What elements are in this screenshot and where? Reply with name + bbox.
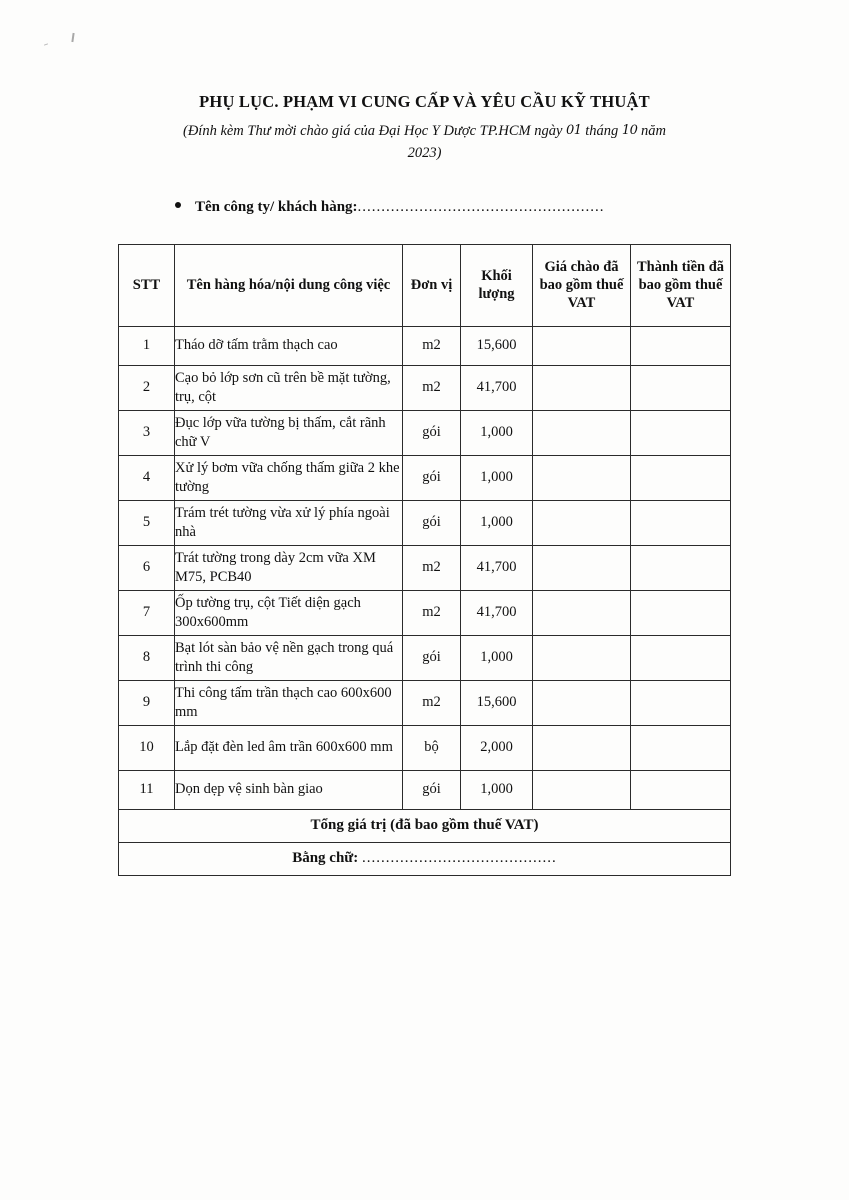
column-header-stt: STT [119, 244, 175, 326]
table-row [119, 500, 731, 545]
handwritten-month: 10 [621, 123, 638, 138]
cell-unit: gói [403, 500, 461, 545]
cell-price[interactable] [533, 326, 631, 365]
column-header-amount: Thành tiền đã bao gồm thuế VAT [631, 244, 731, 326]
table-row [119, 590, 731, 635]
cell-item-name: Đục lớp vữa tường bị thấm, cắt rãnh chữ V [175, 410, 403, 455]
column-header-price: Giá chào đã bao gồm thuế VAT [533, 244, 631, 326]
cell-item-name: Lắp đặt đèn led âm trần 600x600 mm [175, 725, 403, 770]
cell-price[interactable] [533, 410, 631, 455]
amount-in-words-cell[interactable] [119, 842, 731, 875]
cell-unit: m2 [403, 365, 461, 410]
cell-price[interactable] [533, 590, 631, 635]
cell-stt: 8 [119, 635, 175, 680]
table-row [119, 635, 731, 680]
cell-amount[interactable] [631, 635, 731, 680]
cell-stt: 5 [119, 500, 175, 545]
cell-stt: 7 [119, 590, 175, 635]
cell-unit: m2 [403, 545, 461, 590]
cell-price[interactable] [533, 545, 631, 590]
cell-amount[interactable] [631, 770, 731, 809]
cell-quantity: 1,000 [461, 455, 533, 500]
table-body [119, 326, 731, 809]
cell-quantity: 1,000 [461, 770, 533, 809]
cell-price[interactable] [533, 680, 631, 725]
cell-quantity: 1,000 [461, 500, 533, 545]
cell-item-name: Xử lý bơm vữa chống thấm giữa 2 khe tường [175, 455, 403, 500]
document-subtitle [0, 121, 849, 165]
table-row [119, 365, 731, 410]
cell-price[interactable] [533, 725, 631, 770]
cell-amount[interactable] [631, 680, 731, 725]
cell-price[interactable] [533, 500, 631, 545]
subtitle-text-part1: (Đính kèm Thư mời chào giá của Đại Học Y Dược TP.HCM ngày [182, 123, 563, 139]
cell-item-name: Thi công tấm trần thạch cao 600x600 mm [175, 680, 403, 725]
cell-item-name: Dọn dẹp vệ sinh bàn giao [175, 770, 403, 809]
table-row [119, 410, 731, 455]
cell-stt: 2 [119, 365, 175, 410]
subtitle-month-word: tháng [585, 123, 619, 139]
table-row [119, 725, 731, 770]
company-name-fill[interactable]: .................................................... [357, 198, 605, 215]
amount-in-words-fill[interactable]: ......................................... [362, 850, 557, 866]
cell-quantity: 2,000 [461, 725, 533, 770]
cell-amount[interactable] [631, 545, 731, 590]
cell-quantity: 41,700 [461, 545, 533, 590]
total-row [119, 809, 731, 842]
table-header-row [119, 244, 731, 326]
cell-amount[interactable] [631, 500, 731, 545]
company-name-label: Tên công ty/ khách hàng: [195, 198, 358, 215]
cell-stt: 10 [119, 725, 175, 770]
cell-unit: m2 [403, 590, 461, 635]
cell-quantity: 15,600 [461, 680, 533, 725]
cell-quantity: 41,700 [461, 365, 533, 410]
cell-amount[interactable] [631, 590, 731, 635]
cell-unit: gói [403, 770, 461, 809]
cell-stt: 9 [119, 680, 175, 725]
column-header-quantity: Khối lượng [461, 244, 533, 326]
cell-price[interactable] [533, 635, 631, 680]
cell-stt: 4 [119, 455, 175, 500]
cell-stt: 3 [119, 410, 175, 455]
table-row [119, 770, 731, 809]
cell-amount[interactable] [631, 326, 731, 365]
table-row [119, 455, 731, 500]
company-name-line [0, 199, 849, 216]
cell-unit: bộ [403, 725, 461, 770]
table-row [119, 326, 731, 365]
bullet-icon [175, 202, 181, 208]
cell-unit: m2 [403, 680, 461, 725]
cell-amount[interactable] [631, 455, 731, 500]
cell-unit: gói [403, 635, 461, 680]
cell-stt: 6 [119, 545, 175, 590]
cell-quantity: 41,700 [461, 590, 533, 635]
amount-in-words-row [119, 842, 731, 875]
table-row [119, 545, 731, 590]
scope-of-supply-table [118, 244, 731, 876]
cell-quantity: 15,600 [461, 326, 533, 365]
cell-item-name: Bạt lót sàn bảo vệ nền gạch trong quá trình thi công [175, 635, 403, 680]
cell-amount[interactable] [631, 410, 731, 455]
table-row [119, 680, 731, 725]
total-row-label: Tổng giá trị (đã bao gồm thuế VAT) [119, 809, 731, 842]
cell-amount[interactable] [631, 725, 731, 770]
cell-stt: 1 [119, 326, 175, 365]
cell-quantity: 1,000 [461, 635, 533, 680]
page-title: PHỤ LỤC. PHẠM VI CUNG CẤP VÀ YÊU CẦU KỸ THUẬT [199, 92, 650, 111]
cell-amount[interactable] [631, 365, 731, 410]
subtitle-year-word: năm [641, 123, 666, 139]
cell-stt: 11 [119, 770, 175, 809]
cell-item-name: Trát tường trong dày 2cm vữa XM M75, PCB40 [175, 545, 403, 590]
column-header-name: Tên hàng hóa/nội dung công việc [175, 244, 403, 326]
amount-in-words-label: Bằng chữ: [292, 850, 359, 866]
cell-quantity: 1,000 [461, 410, 533, 455]
cell-item-name: Ốp tường trụ, cột Tiết diện gạch 300x600mm [175, 590, 403, 635]
handwritten-day: 01 [566, 123, 582, 138]
cell-unit: gói [403, 410, 461, 455]
cell-unit: gói [403, 455, 461, 500]
table-footer [119, 809, 731, 875]
cell-item-name: Cạo bỏ lớp sơn cũ trên bề mặt tường, trụ, cột [175, 365, 403, 410]
cell-item-name: Trám trét tường vừa xử lý phía ngoài nhà [175, 500, 403, 545]
cell-price[interactable] [533, 365, 631, 410]
column-header-unit: Đơn vị [403, 244, 461, 326]
cell-unit: m2 [403, 326, 461, 365]
cell-price[interactable] [533, 770, 631, 809]
cell-price[interactable] [533, 455, 631, 500]
cell-item-name: Tháo dỡ tấm trằm thạch cao [175, 326, 403, 365]
subtitle-year: 2023) [407, 144, 442, 161]
